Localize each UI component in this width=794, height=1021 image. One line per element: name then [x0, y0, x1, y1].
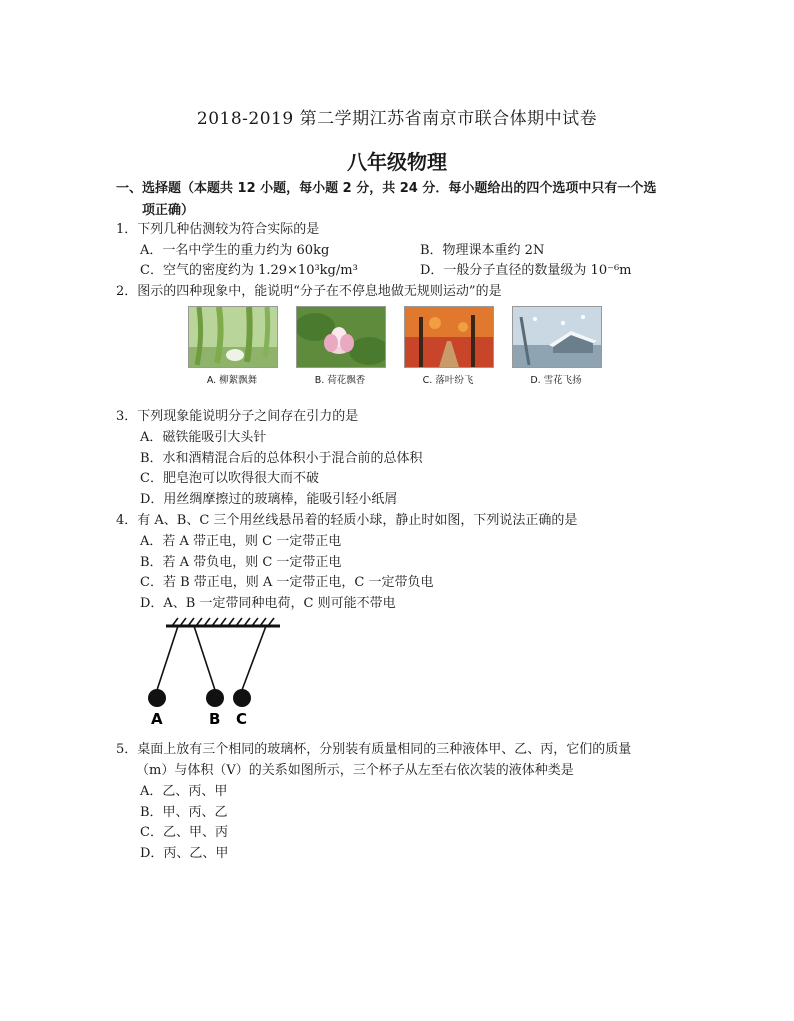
- question-3-option-d: D．用丝绸摩擦过的玻璃棒，能吸引轻小纸屑: [140, 492, 398, 507]
- exam-title: 2018-2019 第二学期江苏省南京市联合体期中试卷: [196, 109, 598, 129]
- question-4-option-b: B．若 A 带负电，则 C 一定带正电: [140, 555, 342, 570]
- section-heading: [116, 178, 696, 222]
- thread-a: [157, 626, 178, 690]
- willow-photo: [188, 306, 278, 368]
- question-1-option-d: D．一般分子直径的数量级为 10⁻⁶m: [420, 263, 632, 278]
- photo-caption-d: D. 雪花飞扬: [530, 375, 582, 386]
- question-3-stem: 3．下列现象能说明分子之间存在引力的是: [116, 409, 359, 424]
- photo-caption-b: B. 荷花飘香: [314, 375, 366, 386]
- question-1-option-a: A．一名中学生的重力约为 60kg: [140, 243, 330, 258]
- ceiling-bar: [166, 618, 280, 626]
- snowflakes-photo: [512, 306, 602, 368]
- section-heading-line1: 一、选择题（本题共 12 小题，每小题 2 分，共 24 分．每小题给出的四个选项中只有一个选: [116, 181, 657, 196]
- label-c: C: [236, 710, 248, 728]
- question-5-stem: 5．桌面上放有三个相同的玻璃杯，分别装有质量相同的三种液体甲、乙、丙，它们的质量: [116, 742, 632, 757]
- question-1-stem: 1．下列几种估测较为符合实际的是: [116, 222, 320, 237]
- exam-subtitle: 八年级物理: [347, 150, 447, 174]
- question-4-stem: 4．有 A、B、C 三个用丝线悬吊着的轻质小球，静止时如图，下列说法正确的是: [116, 513, 578, 528]
- ball-c: [233, 689, 251, 707]
- lotus-photo: [296, 306, 386, 368]
- question-5-stem-cont: （m）与体积（V）的关系如图所示，三个杯子从左至右依次装的液体种类是: [136, 763, 574, 778]
- question-3-option-a: A．磁铁能吸引大头针: [140, 430, 267, 445]
- section-heading-line2: 项正确）: [142, 203, 195, 218]
- question-2-stem: 2．图示的四种现象中，能说明“分子在不停息地做无规则运动”的是: [116, 284, 502, 299]
- question-3-option-c: C．肥皂泡可以吹得很大而不破: [140, 471, 319, 486]
- label-b: B: [209, 710, 221, 728]
- question-1-option-c: C．空气的密度约为 1.29×10³kg/m³: [140, 263, 358, 278]
- question-4-option-c: C．若 B 带正电，则 A 一定带正电，C 一定带负电: [140, 575, 434, 590]
- question-4-option-a: A．若 A 带正电，则 C 一定带正电: [140, 534, 342, 549]
- falling-leaves-photo: [404, 306, 494, 368]
- question-3-option-b: B．水和酒精混合后的总体积小于混合前的总体积: [140, 451, 423, 466]
- pendulum-diagram: [148, 616, 288, 728]
- ball-a: [148, 689, 166, 707]
- label-a: A: [151, 710, 163, 728]
- question-5-option-b: B．甲、丙、乙: [140, 805, 228, 820]
- question-5-option-c: C．乙、甲、丙: [140, 825, 228, 840]
- question-1-option-b: B．物理课本重约 2N: [420, 243, 545, 258]
- question-5-option-a: A．乙、丙、甲: [140, 784, 228, 799]
- photo-caption-a: A. 柳絮飘舞: [206, 375, 258, 386]
- question-4-option-d: D．A、B 一定带同种电荷，C 则可能不带电: [140, 596, 396, 611]
- photo-caption-c: C. 落叶纷飞: [422, 375, 474, 386]
- thread-c: [242, 626, 266, 690]
- ball-b: [206, 689, 224, 707]
- question-5-option-d: D．丙、乙、甲: [140, 846, 229, 861]
- thread-b: [194, 626, 215, 690]
